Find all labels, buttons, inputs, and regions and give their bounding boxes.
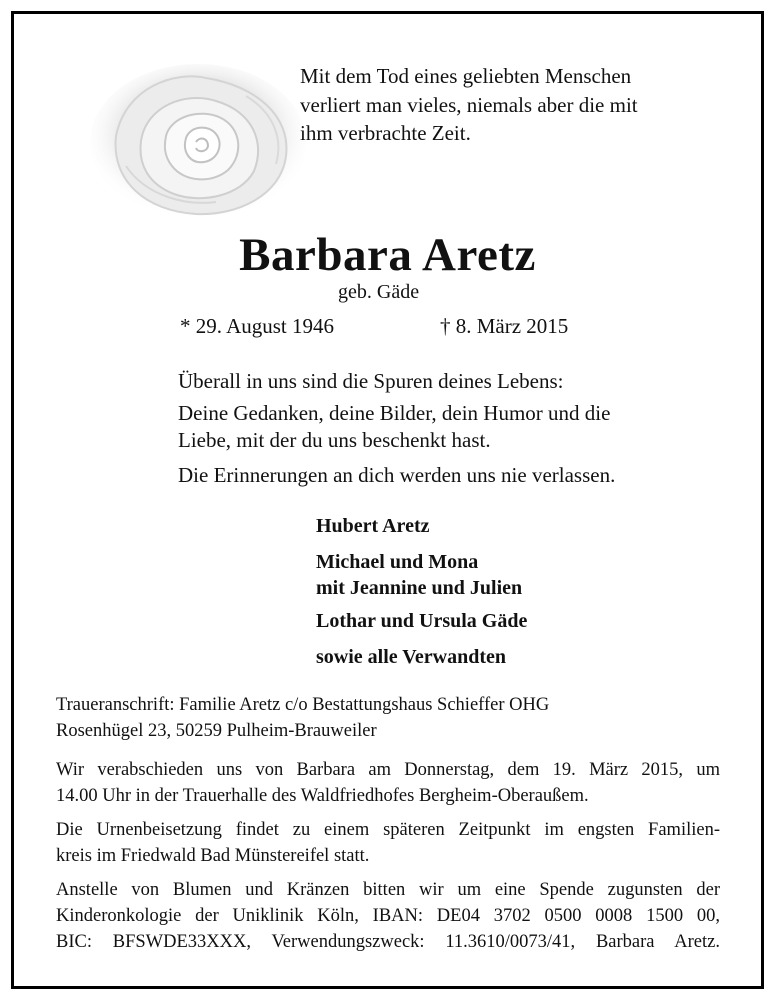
verse-line-2: Deine Gedanken, deine Bilder, dein Humor und die	[178, 401, 611, 425]
urn-line: kreis im Friedwald Bad Münstereifel statt.	[56, 846, 370, 866]
mourning-address	[56, 692, 720, 744]
verse-line-4: Die Erinnerungen an dich werden uns nie verlassen.	[178, 463, 616, 487]
mourner-relatives: sowie alle Verwandten	[316, 646, 506, 668]
donation-info	[56, 877, 720, 955]
donation-line: Kinderonkologie der Uniklinik Köln, IBAN: DE04 3702 0500 0008 1500 00,	[56, 906, 720, 926]
deceased-name: Barbara Aretz	[239, 229, 536, 281]
service-line: Wir verabschieden uns von Barbara am Donnerstag, dem 19. März 2015, um	[56, 760, 720, 780]
urn-burial-info	[56, 817, 720, 869]
birth-name: geb. Gäde	[338, 281, 420, 303]
address-line: Traueranschrift: Familie Aretz c/o Bestattungshaus Schieffer OHG	[56, 695, 550, 715]
mourner-michael-family	[316, 549, 522, 601]
donation-line: Anstelle von Blumen und Kränzen bitten wir um eine Spende zugunsten der	[56, 880, 720, 900]
mourner-line: Michael und Mona	[316, 551, 479, 573]
donation-line: BIC: BFSWDE33XXX, Verwendungszweck: 11.3610/0073/41, Barbara Aretz.	[56, 932, 720, 952]
mourner-hubert: Hubert Aretz	[316, 515, 430, 537]
service-info	[56, 757, 720, 809]
address-line: Rosenhügel 23, 50259 Pulheim-Brauweiler	[56, 721, 377, 741]
quote-text	[300, 62, 730, 148]
quote-line: verliert man vieles, niemals aber die mit	[300, 92, 638, 117]
verse-line-1: Überall in uns sind die Spuren deines Lebens:	[178, 369, 564, 393]
service-line: 14.00 Uhr in der Trauerhalle des Waldfriedhofes Bergheim-Oberaußem.	[56, 786, 589, 806]
verse-block	[178, 400, 738, 454]
quote-line: ihm verbrachte Zeit.	[300, 121, 471, 145]
urn-line: Die Urnenbeisetzung findet zu einem späteren Zeitpunkt im engsten Familien-	[56, 820, 720, 840]
birth-date: * 29. August 1946	[180, 314, 335, 338]
verse-line-3: Liebe, mit der du uns beschenkt hast.	[178, 428, 491, 452]
mourner-lothar: Lothar und Ursula Gäde	[316, 610, 528, 632]
quote-line: Mit dem Tod eines geliebten Menschen	[300, 64, 632, 88]
death-date: † 8. März 2015	[440, 314, 569, 338]
mourner-line: mit Jeannine und Julien	[316, 577, 523, 599]
rose-image	[86, 56, 310, 222]
